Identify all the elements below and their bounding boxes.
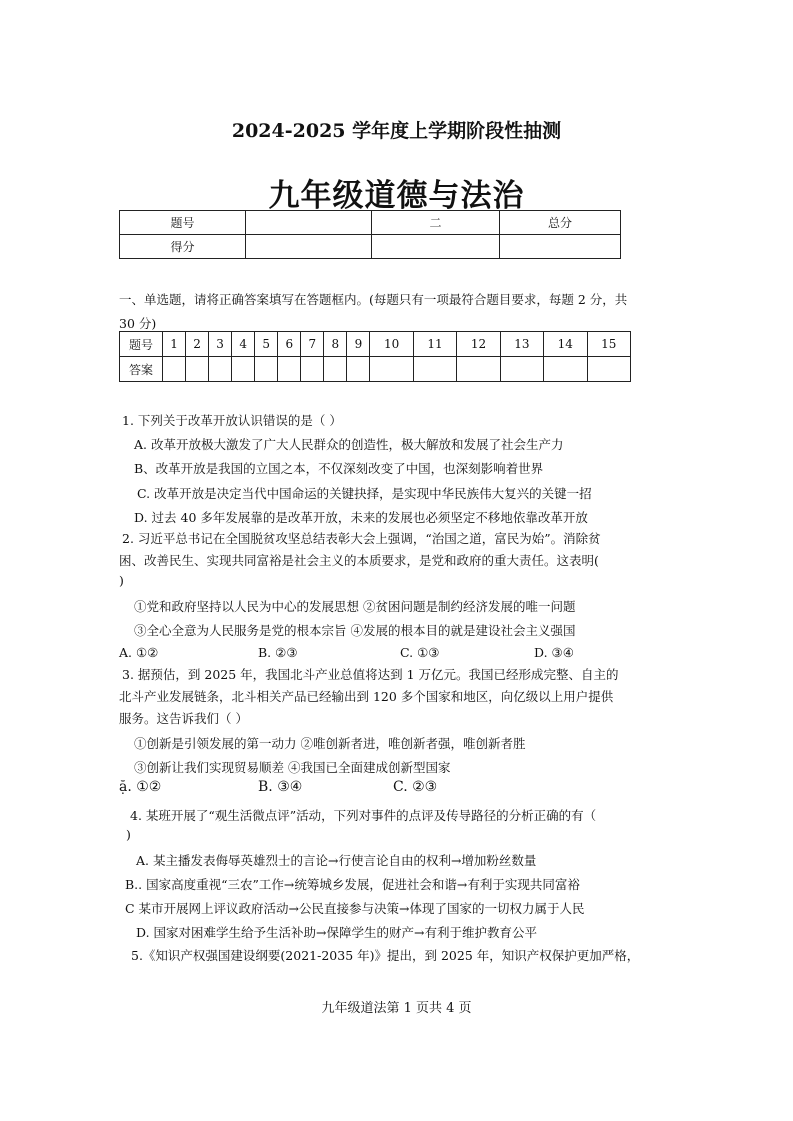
question-2-option-a: A. ①②	[119, 645, 159, 660]
answer-cell[interactable]	[232, 357, 255, 382]
answer-cell[interactable]	[301, 357, 324, 382]
score-cell-label: 得分	[120, 235, 246, 259]
answer-cell[interactable]	[500, 357, 543, 382]
question-2-stem-cont: 困、改善民生、实现共同富裕是社会主义的本质要求，是党和政府的重大责任。这表明(	[119, 553, 599, 568]
answer-cell[interactable]	[278, 357, 301, 382]
question-3-statement-1-2: ①创新是引领发展的第一动力 ②唯创新者进，唯创新者强，唯创新者胜	[134, 736, 526, 751]
question-4-option-c: C 某市开展网上评议政府活动→公民直接参与决策→体现了国家的一切权力属于人民	[125, 901, 585, 916]
question-2-statement-1-2: ①党和政府坚持以人民为中心的发展思想 ②贫困问题是制约经济发展的唯一问题	[134, 599, 576, 614]
question-4-option-a: A. 某主播发表侮辱英雄烈士的言论→行使言论自由的权利→增加粉丝数量	[136, 853, 537, 868]
question-3-option-a: ặ. ①②	[119, 779, 162, 795]
answer-cell[interactable]	[544, 357, 587, 382]
answer-table	[119, 331, 631, 382]
question-4-stem: 4. 某班开展了“观生活微点评”活动，下列对事件的点评及传导路径的分析正确的有（	[130, 808, 597, 823]
answer-cell[interactable]	[347, 357, 370, 382]
answer-header-label: 题号	[120, 332, 163, 357]
score-table-row-number	[120, 211, 621, 235]
score-cell-input[interactable]	[500, 235, 621, 259]
question-3-stem-cont: 北斗产业发展链条，北斗相关产品已经输出到 120 多个国家和地区，向亿级以上用户提供	[119, 689, 614, 704]
question-2-stem-end: )	[119, 573, 124, 588]
score-cell-section2: 二	[372, 211, 500, 235]
answer-cell[interactable]	[413, 357, 456, 382]
answer-number: 11	[413, 332, 456, 357]
question-1-option-d: D. 过去 40 多年发展靠的是改革开放，未来的发展也必须坚定不移地依靠改革开放	[134, 510, 588, 525]
question-1-option-b: B、改革开放是我国的立国之本，不仅深刻改变了中国，也深刻影响着世界	[134, 461, 544, 476]
answer-number: 5	[255, 332, 278, 357]
exam-title: 九年级道德与法治	[268, 178, 525, 214]
question-1-stem: 1. 下列关于改革开放认识错误的是（ ）	[122, 413, 342, 428]
answer-cell[interactable]	[457, 357, 500, 382]
answer-number: 14	[544, 332, 587, 357]
question-1-option-c: C. 改革开放是决定当代中国命运的关键抉择，是实现中华民族伟大复兴的关键一招	[137, 486, 592, 501]
answer-number: 15	[587, 332, 630, 357]
answer-cell[interactable]	[209, 357, 232, 382]
question-1-option-a: A. 改革开放极大激发了广大人民群众的创造性，极大解放和发展了社会生产力	[134, 437, 564, 452]
answer-number: 13	[500, 332, 543, 357]
question-2-statement-3-4: ③全心全意为人民服务是党的根本宗旨 ④发展的根本目的就是建设社会主义强国	[134, 623, 576, 638]
score-cell-section1	[246, 211, 372, 235]
answer-cell[interactable]	[370, 357, 413, 382]
page-footer: 九年级道法第 1 页共 4 页	[321, 1001, 472, 1016]
answer-number: 6	[278, 332, 301, 357]
score-table	[119, 210, 621, 259]
score-cell-input[interactable]	[246, 235, 372, 259]
answer-cell[interactable]	[163, 357, 186, 382]
exam-subtitle: 2024-2025 学年度上学期阶段性抽测	[231, 120, 562, 142]
answer-number: 10	[370, 332, 413, 357]
answer-number: 8	[324, 332, 347, 357]
question-3-stem: 3. 据预估，到 2025 年，我国北斗产业总值将达到 1 万亿元。我国已经形成完整、自主的	[122, 667, 619, 682]
question-2-stem: 2. 习近平总书记在全国脱贫攻坚总结表彰大会上强调，“治国之道，富民为始”。消除贫	[122, 531, 601, 546]
question-2-option-b: B. ②③	[258, 645, 298, 660]
question-3-statement-3-4: ③创新让我们实现贸易顺差 ④我国已全面建成创新型国家	[134, 760, 451, 775]
question-4-option-d: D. 国家对困难学生给予生活补助→保障学生的财产→有利于维护教育公平	[136, 925, 537, 940]
score-cell-total: 总分	[500, 211, 621, 235]
score-cell-input[interactable]	[372, 235, 500, 259]
answer-table-answer-row	[120, 357, 631, 382]
answer-cell[interactable]	[186, 357, 209, 382]
question-4-option-b: B.. 国家高度重视“三农”工作→统筹城乡发展，促进社会和谐→有利于实现共同富裕	[125, 877, 580, 892]
answer-row-label: 答案	[120, 357, 163, 382]
question-3-stem-end: 服务。这告诉我们（ ）	[119, 711, 248, 726]
section-instruction: 一、单选题，请将正确答案填写在答题框内。(每题只有一项最符合题目要求，每题 2 分，共	[119, 292, 628, 307]
score-cell-label: 题号	[120, 211, 246, 235]
answer-cell[interactable]	[587, 357, 630, 382]
answer-number: 9	[347, 332, 370, 357]
question-4-stem-end: )	[126, 827, 131, 842]
answer-number: 3	[209, 332, 232, 357]
question-3-option-c: C. ②③	[393, 779, 438, 795]
answer-number: 7	[301, 332, 324, 357]
answer-table-header-row	[120, 332, 631, 357]
question-2-option-d: D. ③④	[534, 645, 574, 660]
answer-cell[interactable]	[255, 357, 278, 382]
question-3-option-b: B. ③④	[258, 779, 303, 795]
answer-number: 4	[232, 332, 255, 357]
answer-number: 12	[457, 332, 500, 357]
score-table-row-score	[120, 235, 621, 259]
answer-number: 1	[163, 332, 186, 357]
answer-cell[interactable]	[324, 357, 347, 382]
question-5-stem: 5.《知识产权强国建设纲要(2021-2035 年)》提出，到 2025 年，知识产权保护更加严格，	[131, 948, 640, 963]
answer-number: 2	[186, 332, 209, 357]
question-2-option-c: C. ①③	[400, 645, 440, 660]
section-instruction-cont: 30 分)	[119, 316, 157, 331]
